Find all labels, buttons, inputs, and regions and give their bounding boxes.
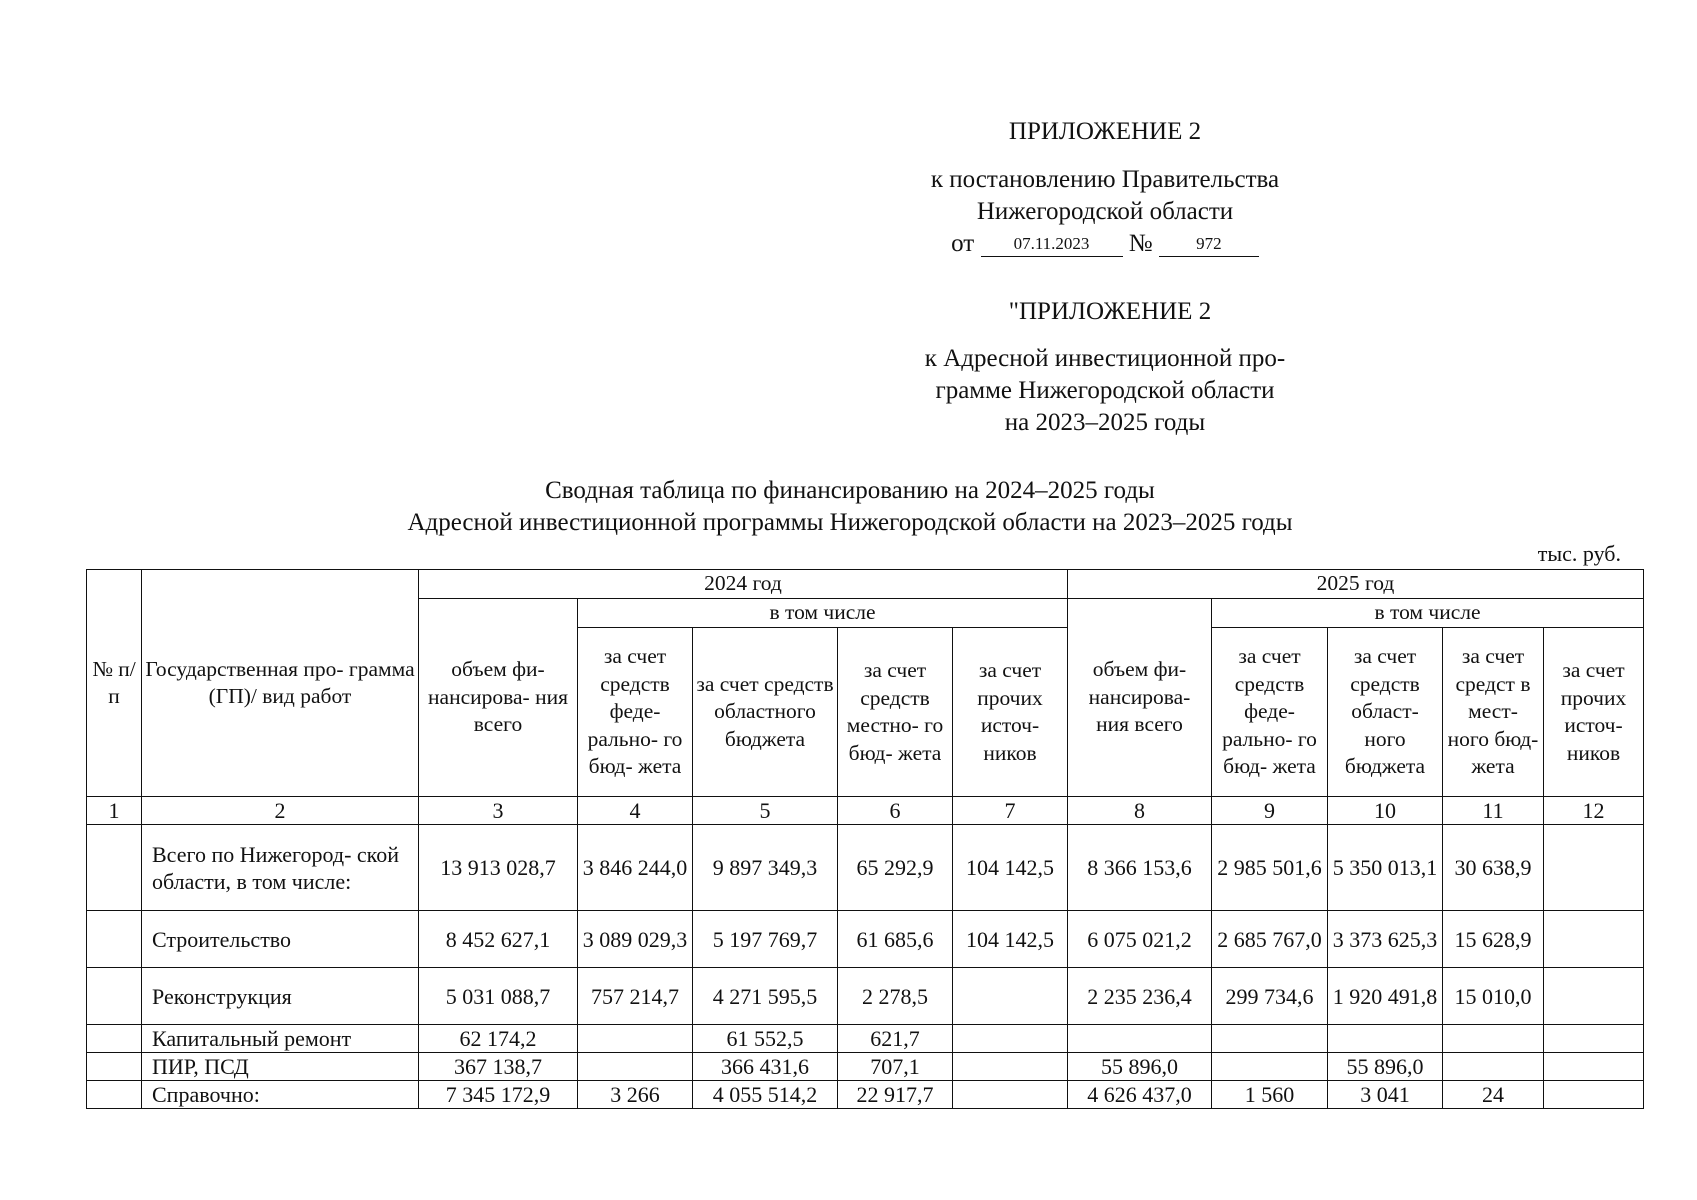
- cell-2025-total: 2 235 236,4: [1068, 968, 1212, 1025]
- row-no: [87, 968, 142, 1025]
- cell-2025-regional: 3 373 625,3: [1328, 911, 1443, 968]
- header-2024-other: за счет прочих источ- ников: [953, 628, 1068, 797]
- cell-2024-regional: 9 897 349,3: [693, 825, 838, 911]
- table-title: [150, 475, 1550, 539]
- cell-2024-other: [953, 1081, 1068, 1109]
- header-row-years: [87, 570, 1644, 599]
- cell-2024-total: 367 138,7: [419, 1053, 578, 1081]
- cell-2024-regional: 5 197 769,7: [693, 911, 838, 968]
- row-no: [87, 1053, 142, 1081]
- column-number: 1: [87, 797, 142, 825]
- cell-2025-other: [1544, 911, 1644, 968]
- header-2025-federal: за счет средств феде- рально- го бюд- жета: [1212, 628, 1328, 797]
- cell-2024-other: 104 142,5: [953, 911, 1068, 968]
- cell-2024-local: 65 292,9: [838, 825, 953, 911]
- cell-2025-total: [1068, 1025, 1212, 1053]
- cell-2024-local: 621,7: [838, 1025, 953, 1053]
- row-name: Всего по Нижегород- ской области, в том числе:: [142, 825, 419, 911]
- cell-2025-regional: 5 350 013,1: [1328, 825, 1443, 911]
- table-row-design: [87, 1053, 1644, 1081]
- header-2024-regional: за счет средств областного бюджета: [693, 628, 838, 797]
- header-no: № п/п: [87, 570, 142, 797]
- cell-2025-regional: 1 920 491,8: [1328, 968, 1443, 1025]
- cell-2024-total: 13 913 028,7: [419, 825, 578, 911]
- header-2025-local: за счет средст в мест- ного бюд- жета: [1443, 628, 1544, 797]
- cell-2025-local: [1443, 1025, 1544, 1053]
- cell-2024-regional: 4 055 514,2: [693, 1081, 838, 1109]
- cell-2025-federal: [1212, 1025, 1328, 1053]
- header-2024-including: в том числе: [578, 599, 1068, 628]
- cell-2024-local: 61 685,6: [838, 911, 953, 968]
- row-no: [87, 1081, 142, 1109]
- appendix-title: [940, 116, 1270, 148]
- decree-date: 07.11.2023: [981, 232, 1123, 257]
- cell-2025-local: [1443, 1053, 1544, 1081]
- cell-2024-federal: [578, 1025, 693, 1053]
- column-number: 2: [142, 797, 419, 825]
- row-name: Реконструкция: [142, 968, 419, 1025]
- header-2024-total: объем фи- нансирова- ния всего: [419, 599, 578, 797]
- cell-2025-other: [1544, 968, 1644, 1025]
- column-number: 6: [838, 797, 953, 825]
- row-no: [87, 825, 142, 911]
- column-number: 8: [1068, 797, 1212, 825]
- row-name: Справочно:: [142, 1081, 419, 1109]
- table-row-reconstruction: [87, 968, 1644, 1025]
- cell-2025-other: [1544, 825, 1644, 911]
- cell-2024-federal: 3 089 029,3: [578, 911, 693, 968]
- cell-2025-federal: [1212, 1053, 1328, 1081]
- aip-line-2: грамме Нижегородской области: [935, 377, 1275, 404]
- cell-2024-other: [953, 1053, 1068, 1081]
- aip-line-1: к Адресной инвестиционной про-: [924, 345, 1286, 372]
- row-no: [87, 1025, 142, 1053]
- cell-2024-regional: 61 552,5: [693, 1025, 838, 1053]
- cell-2025-other: [1544, 1053, 1644, 1081]
- column-number: 10: [1328, 797, 1443, 825]
- cell-2024-total: 7 345 172,9: [419, 1081, 578, 1109]
- column-number: 11: [1443, 797, 1544, 825]
- cell-2024-federal: [578, 1053, 693, 1081]
- header-2024-local: за счет средств местно- го бюд- жета: [838, 628, 953, 797]
- cell-2024-federal: 3 266: [578, 1081, 693, 1109]
- cell-2025-federal: 2 685 767,0: [1212, 911, 1328, 968]
- cell-2025-local: 15 010,0: [1443, 968, 1544, 1025]
- cell-2025-total: 4 626 437,0: [1068, 1081, 1212, 1109]
- cell-2024-total: 8 452 627,1: [419, 911, 578, 968]
- row-name: ПИР, ПСД: [142, 1053, 419, 1081]
- cell-2025-local: 30 638,9: [1443, 825, 1544, 911]
- appendix-title-quoted-text: "ПРИЛОЖЕНИЕ 2: [1008, 298, 1212, 325]
- column-number: 9: [1212, 797, 1328, 825]
- aip-line-3: на 2023–2025 годы: [1004, 409, 1206, 436]
- cell-2024-local: 22 917,7: [838, 1081, 953, 1109]
- header-2025-regional: за счет средств област- ного бюджета: [1328, 628, 1443, 797]
- cell-2024-other: [953, 968, 1068, 1025]
- column-number-row: [87, 797, 1644, 825]
- header-program: Государственная про- грамма (ГП)/ вид работ: [142, 570, 419, 797]
- header-2024-federal: за счет средств феде- рально- го бюд- жета: [578, 628, 693, 797]
- cell-2025-total: 55 896,0: [1068, 1053, 1212, 1081]
- number-sign: №: [1128, 230, 1153, 257]
- aip-reference: [880, 343, 1330, 439]
- appendix-title-quoted: [960, 296, 1260, 328]
- table-title-line-2: Адресной инвестиционной программы Нижегородской области на 2023–2025 годы: [407, 509, 1293, 536]
- cell-2025-regional: [1328, 1025, 1443, 1053]
- cell-2024-other: 104 142,5: [953, 825, 1068, 911]
- decree-date-line: [880, 228, 1330, 260]
- date-prefix: от: [951, 230, 975, 257]
- cell-2025-local: 24: [1443, 1081, 1544, 1109]
- cell-2025-total: 6 075 021,2: [1068, 911, 1212, 968]
- cell-2024-total: 5 031 088,7: [419, 968, 578, 1025]
- header-year-2025: 2025 год: [1068, 570, 1644, 599]
- cell-2025-federal: 1 560: [1212, 1081, 1328, 1109]
- column-number: 7: [953, 797, 1068, 825]
- table-row-reference: [87, 1081, 1644, 1109]
- decree-reference: [880, 164, 1330, 260]
- cell-2024-regional: 366 431,6: [693, 1053, 838, 1081]
- cell-2024-total: 62 174,2: [419, 1025, 578, 1053]
- appendix-title-text: ПРИЛОЖЕНИЕ 2: [1008, 118, 1202, 145]
- decree-line-1: к постановлению Правительства: [930, 166, 1280, 193]
- row-name: Капитальный ремонт: [142, 1025, 419, 1053]
- table-row-capital-repair: [87, 1025, 1644, 1053]
- financing-table: [86, 569, 1644, 1109]
- cell-2024-local: 707,1: [838, 1053, 953, 1081]
- units-label: тыс. руб.: [1537, 541, 1621, 566]
- column-number: 3: [419, 797, 578, 825]
- header-year-2024: 2024 год: [419, 570, 1068, 599]
- cell-2024-other: [953, 1025, 1068, 1053]
- header-2025-other: за счет прочих источ- ников: [1544, 628, 1644, 797]
- cell-2024-federal: 757 214,7: [578, 968, 693, 1025]
- cell-2025-federal: 299 734,6: [1212, 968, 1328, 1025]
- cell-2025-total: 8 366 153,6: [1068, 825, 1212, 911]
- cell-2025-local: 15 628,9: [1443, 911, 1544, 968]
- column-number: 5: [693, 797, 838, 825]
- cell-2025-regional: 3 041: [1328, 1081, 1443, 1109]
- table-row-total: [87, 825, 1644, 911]
- table-title-line-1: Сводная таблица по финансированию на 2024–2025 годы: [545, 477, 1155, 504]
- table-row-construction: [87, 911, 1644, 968]
- cell-2024-federal: 3 846 244,0: [578, 825, 693, 911]
- cell-2025-other: [1544, 1025, 1644, 1053]
- decree-number: 972: [1159, 232, 1259, 257]
- cell-2025-other: [1544, 1081, 1644, 1109]
- cell-2025-federal: 2 985 501,6: [1212, 825, 1328, 911]
- row-name: Строительство: [142, 911, 419, 968]
- column-number: 4: [578, 797, 693, 825]
- decree-line-2: Нижегородской области: [976, 198, 1234, 225]
- cell-2024-regional: 4 271 595,5: [693, 968, 838, 1025]
- cell-2024-local: 2 278,5: [838, 968, 953, 1025]
- row-no: [87, 911, 142, 968]
- cell-2025-regional: 55 896,0: [1328, 1053, 1443, 1081]
- column-number: 12: [1544, 797, 1644, 825]
- header-2025-total: объем фи- нансирова- ния всего: [1068, 599, 1212, 797]
- header-2025-including: в том числе: [1212, 599, 1644, 628]
